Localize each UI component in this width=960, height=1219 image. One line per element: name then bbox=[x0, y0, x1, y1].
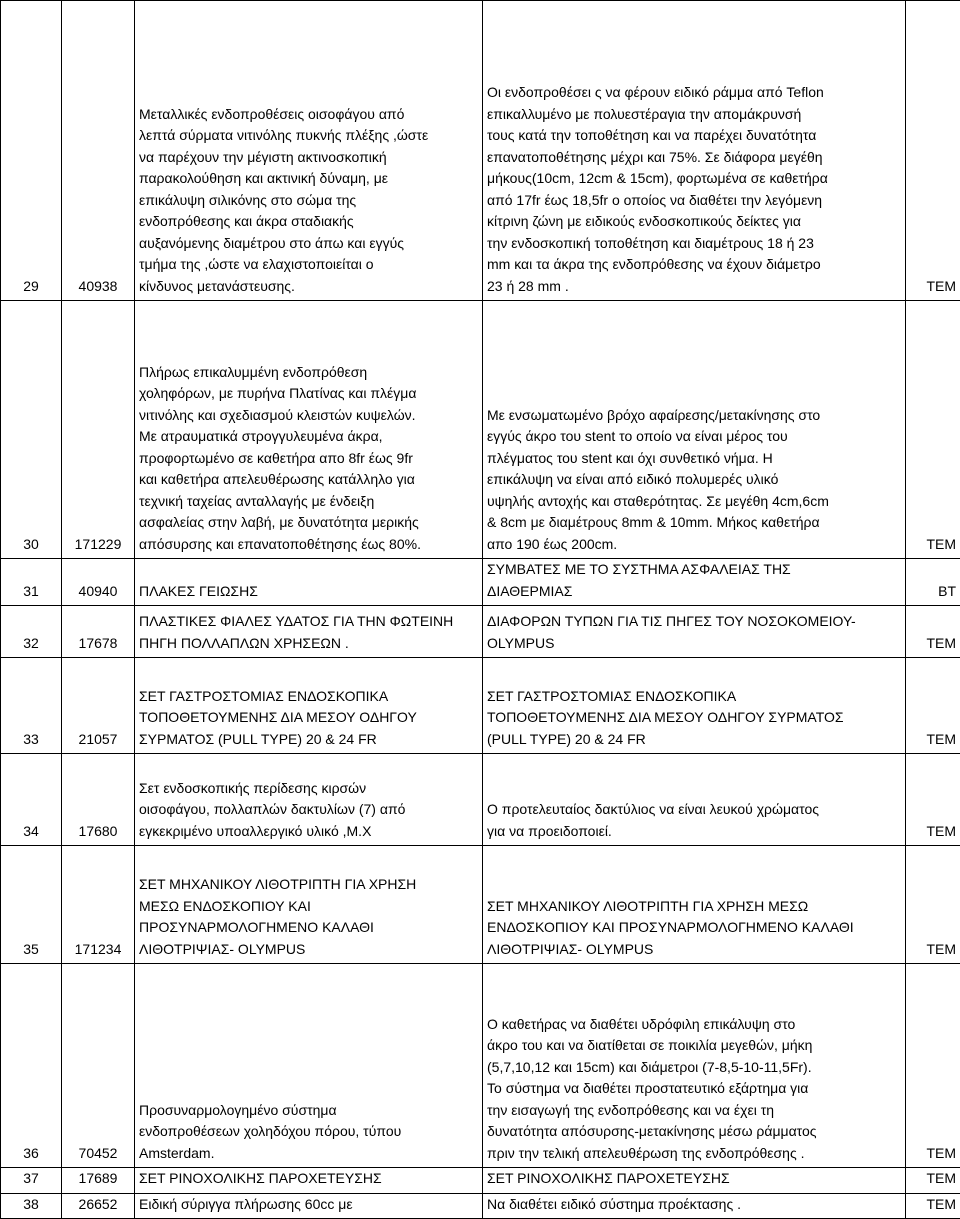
item-description: ΠΛΑΚΕΣ ΓΕΙΩΣΗΣ bbox=[135, 559, 483, 606]
item-specification: ΣΕΤ ΜΗΧΑΝΙΚΟΥ ΛΙΘΟΤΡΙΠΤΗ ΓΙΑ ΧΡΗΣΗ ΜΕΣΩ ΕΝΔΟΣΚΟΠΙΟΥ ΚΑΙ ΠΡΟΣΥΝΑΡΜΟΛΟΓΗΜΕΝΟ ΚΑΛΑΘΙ ΛΙΘΟΤΡΙΨΙΑΣ- OLYMPUS bbox=[483, 846, 906, 964]
item-specification: Ο προτελευταίος δακτύλιος να είναι λευκού χρώματος για να προειδοποιεί. bbox=[483, 754, 906, 846]
item-specification: Να διαθέτει ειδικό σύστημα προέκτασης . bbox=[483, 1193, 906, 1219]
item-description: ΠΛΑΣΤΙΚΕΣ ΦΙΑΛΕΣ ΥΔΑΤΟΣ ΓΙΑ ΤΗΝ ΦΩΤΕΙΝΗ ΠΗΓΗ ΠΟΛΛΑΠΛΩΝ ΧΡΗΣΕΩΝ . bbox=[135, 606, 483, 658]
item-unit: ΤΕΜ bbox=[906, 846, 960, 964]
item-specification: ΣΕΤ ΓΑΣΤΡΟΣΤΟΜΙΑΣ ΕΝΔΟΣΚΟΠΙΚΑ ΤΟΠΟΘΕΤΟΥΜΕΝΗΣ ΔΙΑ ΜΕΣΟΥ ΟΔΗΓΟΥ ΣΥΡΜΑΤΟΣ (PULL TYPE) 20 & 24 FR bbox=[483, 658, 906, 754]
table-row bbox=[1, 1, 960, 301]
item-unit: ΤΕΜ bbox=[906, 1, 960, 301]
item-specification: Οι ενδοπροθέσει ς να φέρουν ειδικό ράμμα από Teflon επικαλλυμένο με πολυεστέραγια την απομάκρυνσή τους κατά την τοποθέτηση και να παρέχει δυνατότητα επανατοποθέτησης μέχρι και 75%. Σε διάφορα μεγέθη μήκους(10cm, 12cm & 15cm), φορτωμένα σε καθετήρα από 17fr έως 18,5fr ο οποίος να διαθέτει την λεγόμενη κίτρινη ζώνη με ειδικούς ενδοσκοπικούς δείκτες για την ενδοσκοπική τοποθέτηση και διαμέτρους 18 ή 23 mm και τα άκρα της ενδοπρόθεσης να έχουν διάμετρο 23 ή 28 mm . bbox=[483, 1, 906, 301]
table-row bbox=[1, 964, 960, 1168]
item-code: 21057 bbox=[62, 658, 135, 754]
item-description: Ειδική σύριγγα πλήρωσης 60cc με bbox=[135, 1193, 483, 1219]
item-description: Πλήρως επικαλυμμένη ενδοπρόθεση χοληφόρων, με πυρήνα Πλατίνας και πλέγμα νιτινόλης και σχεδιασμού κλειστών κυψελών. Με ατραυματικά στρογγυλευμένα άκρα, προφορτωμένο σε καθετήρα απο 8fr έως 9fr και καθετήρα απελευθέρωσης κατάλληλο για τεχνική ταχείας ανταλλαγής με ένδειξη ασφαλείας στην λαβή, με δυνατότητα μερικής απόσυρσης και επανατοποθέτησης έως 80%. bbox=[135, 301, 483, 559]
item-unit: ΤΕΜ bbox=[906, 606, 960, 658]
row-number: 34 bbox=[1, 754, 62, 846]
item-specification: Με ενσωματωμένο βρόχο αφαίρεσης/μετακίνησης στο εγγύς άκρο του stent το οποίο να είναι μέρος του πλέγματος του stent και όχι συνθετικό νήμα. Η επικάλυψη να είναι από ειδικό πολυμερές υλικό υψηλής αντοχής και σταθερότητας. Σε μεγέθη 4cm,6cm & 8cm με διαμέτρους 8mm & 10mm. Μήκος καθετήρα απο 190 έως 200cm. bbox=[483, 301, 906, 559]
item-description: ΣΕΤ ΓΑΣΤΡΟΣΤΟΜΙΑΣ ΕΝΔΟΣΚΟΠΙΚΑ ΤΟΠΟΘΕΤΟΥΜΕΝΗΣ ΔΙΑ ΜΕΣΟΥ ΟΔΗΓΟΥ ΣΥΡΜΑΤΟΣ (PULL TYPE) 20 & 24 FR bbox=[135, 658, 483, 754]
row-number: 36 bbox=[1, 964, 62, 1168]
table-row bbox=[1, 301, 960, 559]
item-description: ΣΕΤ ΡΙΝΟΧΟΛΙΚΗΣ ΠΑΡΟΧΕΤΕΥΣΗΣ bbox=[135, 1168, 483, 1194]
item-code: 40938 bbox=[62, 1, 135, 301]
table-row bbox=[1, 1168, 960, 1194]
row-number: 35 bbox=[1, 846, 62, 964]
item-code: 70452 bbox=[62, 964, 135, 1168]
row-number: 31 bbox=[1, 559, 62, 606]
item-specification: ΔΙΑΦΟΡΩΝ ΤΥΠΩΝ ΓΙΑ ΤΙΣ ΠΗΓΕΣ ΤΟΥ ΝΟΣΟΚΟΜΕΙΟΥ- OLYMPUS bbox=[483, 606, 906, 658]
table-row bbox=[1, 846, 960, 964]
item-unit: ΤΕΜ bbox=[906, 1168, 960, 1194]
item-description: Σετ ενδοσκοπικής περίδεσης κιρσών οισοφάγου, πολλαπλών δακτυλίων (7) από εγκεκριμένο υποαλλεργικό υλικό ,Μ.Χ bbox=[135, 754, 483, 846]
item-description: Μεταλλικές ενδοπροθέσεις οισοφάγου από λεπτά σύρματα νιτινόλης πυκνής πλέξης ,ώστε να παρέχουν την μέγιστη ακτινοσκοπική παρακολούθηση και ακτινική δύναμη, με επικάλυψη σιλικόνης στο σώμα της ενδοπρόθεσης και άκρα σταδιακής αυξανόμενης διαμέτρου στο άπω και εγγύς τμήμα της ,ώστε να ελαχιστοποιείται ο κίνδυνος μετανάστευσης. bbox=[135, 1, 483, 301]
item-unit: ΤΕΜ bbox=[906, 754, 960, 846]
row-number: 32 bbox=[1, 606, 62, 658]
item-unit: ΒΤ bbox=[906, 559, 960, 606]
item-code: 171234 bbox=[62, 846, 135, 964]
item-unit: ΤΕΜ bbox=[906, 1193, 960, 1219]
item-code: 26652 bbox=[62, 1193, 135, 1219]
item-specification: Ο καθετήρας να διαθέτει υδρόφιλη επικάλυψη στο άκρο του και να διατίθεται σε ποικιλία μεγεθών, μήκη (5,7,10,12 και 15cm) και διάμετροι (7-8,5-10-11,5Fr). Το σύστημα να διαθέτει προστατευτικό εξάρτημα για την εισαγωγή της ενδοπρόθεσης και να έχει τη δυνατότητα απόσυρσης-μετακίνησης μέσω ράμματος πριν την τελική απελευθέρωση της ενδοπρόθεσης . bbox=[483, 964, 906, 1168]
table-row bbox=[1, 606, 960, 658]
row-number: 38 bbox=[1, 1193, 62, 1219]
table-row bbox=[1, 658, 960, 754]
item-code: 171229 bbox=[62, 301, 135, 559]
table-row bbox=[1, 559, 960, 606]
row-number: 29 bbox=[1, 1, 62, 301]
item-unit: ΤΕΜ bbox=[906, 658, 960, 754]
row-number: 30 bbox=[1, 301, 62, 559]
table-row bbox=[1, 754, 960, 846]
item-code: 17678 bbox=[62, 606, 135, 658]
item-description: Προσυναρμολογημένο σύστημα ενδοπροθέσεων χοληδόχου πόρου, τύπου Amsterdam. bbox=[135, 964, 483, 1168]
item-specification: ΣΥΜΒΑΤΕΣ ΜΕ ΤΟ ΣΥΣΤΗΜΑ ΑΣΦΑΛΕΙΑΣ ΤΗΣ ΔΙΑΘΕΡΜΙΑΣ bbox=[483, 559, 906, 606]
row-number: 37 bbox=[1, 1168, 62, 1194]
row-number: 33 bbox=[1, 658, 62, 754]
item-specification: ΣΕΤ ΡΙΝΟΧΟΛΙΚΗΣ ΠΑΡΟΧΕΤΕΥΣΗΣ bbox=[483, 1168, 906, 1194]
item-unit: ΤΕΜ bbox=[906, 964, 960, 1168]
item-description: ΣΕΤ ΜΗΧΑΝΙΚΟΥ ΛΙΘΟΤΡΙΠΤΗ ΓΙΑ ΧΡΗΣΗ ΜΕΣΩ ΕΝΔΟΣΚΟΠΙΟΥ ΚΑΙ ΠΡΟΣΥΝΑΡΜΟΛΟΓΗΜΕΝΟ ΚΑΛΑΘΙ ΛΙΘΟΤΡΙΨΙΑΣ- OLYMPUS bbox=[135, 846, 483, 964]
item-code: 17680 bbox=[62, 754, 135, 846]
item-code: 40940 bbox=[62, 559, 135, 606]
item-unit: ΤΕΜ bbox=[906, 301, 960, 559]
item-code: 17689 bbox=[62, 1168, 135, 1194]
